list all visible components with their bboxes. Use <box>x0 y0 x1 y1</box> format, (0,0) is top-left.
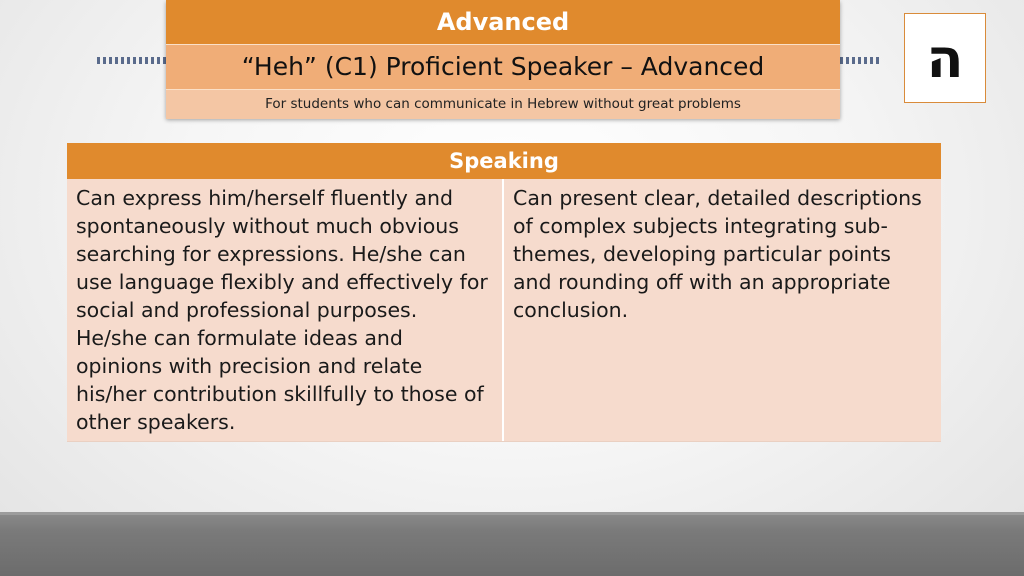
level-subtitle: “Heh” (C1) Proficient Speaker – Advanced <box>166 44 840 89</box>
level-header <box>166 0 840 118</box>
decorative-line-right <box>840 57 880 64</box>
table-cell-right: Can present clear, detailed descriptions of complex subjects integrating sub-themes, developing particular points and rounding off with an appropriate conclusion. <box>513 186 922 322</box>
speaking-table <box>67 143 941 442</box>
table-heading: Speaking <box>67 143 941 179</box>
level-title: Advanced <box>166 0 840 44</box>
level-description: For students who can communicate in Hebrew without great problems <box>166 89 840 119</box>
decorative-line-left <box>97 57 167 64</box>
table-cell-left: Can express him/herself fluently and spontaneously without much obvious searching for expressions. He/she can use language flexibly and effectively for social and professional purposes. He/she can formulate ideas and opinions with precision and relate his/her contribution skillfully to those of other speakers. <box>67 179 504 441</box>
hebrew-letter: ה <box>926 26 964 90</box>
floor-background <box>0 512 1024 576</box>
table-row <box>67 179 941 442</box>
hebrew-letter-card <box>904 13 986 103</box>
